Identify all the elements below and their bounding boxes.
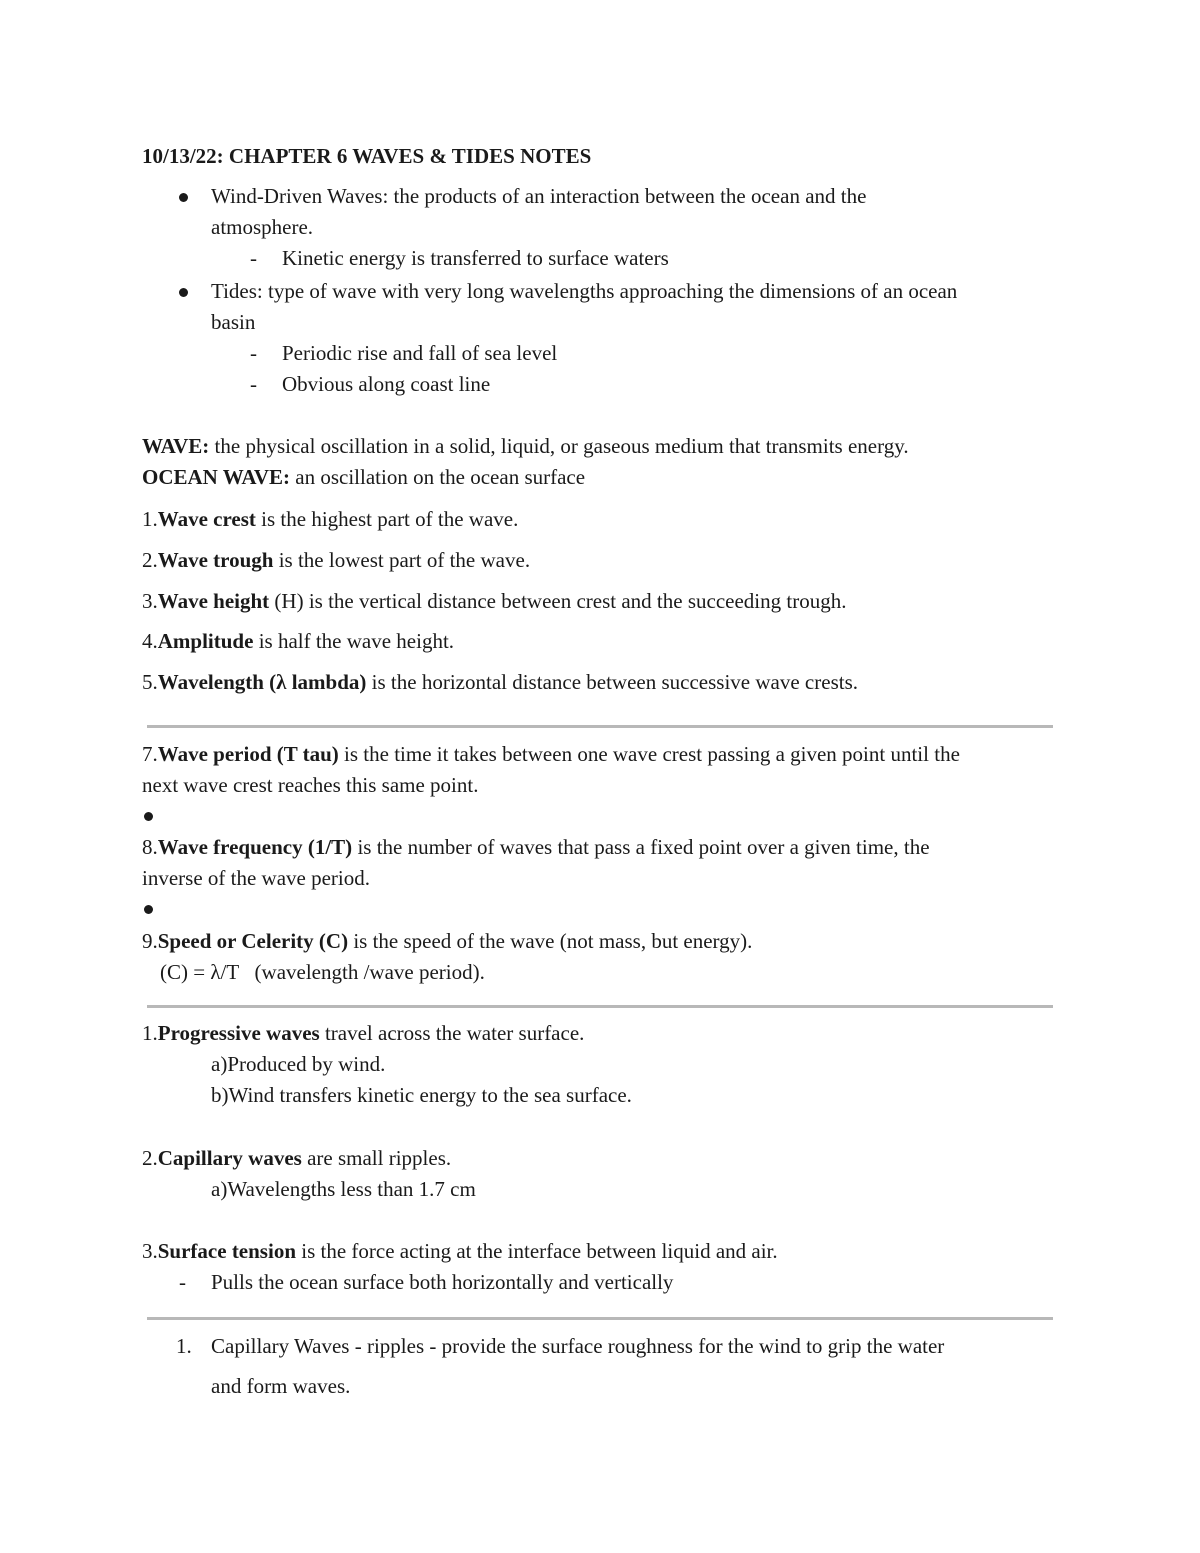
dash-marker: -: [250, 246, 257, 270]
intro-bullet-2-sub-1: Periodic rise and fall of sea level: [282, 341, 558, 365]
final-item-line-1: Capillary Waves - ripples - provide the surface roughness for the wind to grip the water: [211, 1334, 945, 1358]
list-item: 4.Amplitude is half the wave height.: [142, 629, 455, 653]
bullet-icon: [179, 193, 188, 202]
list-item: 1.Wave crest is the highest part of the wave.: [142, 507, 519, 531]
horizontal-divider: [147, 1005, 1053, 1008]
ocean-wave-definition: OCEAN WAVE: an oscillation on the ocean surface: [142, 465, 586, 489]
progressive-waves-sub-b: b)Wind transfers kinetic energy to the sea surface.: [211, 1083, 632, 1107]
dash-marker: -: [179, 1270, 186, 1294]
horizontal-divider: [147, 725, 1053, 728]
surface-tension-sub: Pulls the ocean surface both horizontally and vertically: [211, 1270, 674, 1294]
dash-marker: -: [250, 341, 257, 365]
intro-bullet-1-sub-1: Kinetic energy is transferred to surface waters: [282, 246, 669, 270]
horizontal-divider: [147, 1317, 1053, 1320]
bullet-icon: [144, 905, 153, 914]
progressive-waves-item: 1.Progressive waves travel across the water surface.: [142, 1021, 585, 1045]
intro-bullet-2-sub-2: Obvious along coast line: [282, 372, 491, 396]
list-item: 2.Wave trough is the lowest part of the wave.: [142, 548, 531, 572]
bullet-icon: [144, 812, 153, 821]
intro-bullet-2-line-2: basin: [211, 310, 256, 334]
final-item-line-2: and form waves.: [211, 1374, 351, 1398]
wave-definition: WAVE: the physical oscillation in a solid, liquid, or gaseous medium that transmits energy.: [142, 434, 909, 458]
wave-period-line-2: next wave crest reaches this same point.: [142, 773, 479, 797]
wave-frequency-line-2: inverse of the wave period.: [142, 866, 370, 890]
bullet-icon: [179, 288, 188, 297]
progressive-waves-sub-a: a)Produced by wind.: [211, 1052, 386, 1076]
intro-bullet-1-line-1: Wind-Driven Waves: the products of an interaction between the ocean and the: [211, 184, 867, 208]
capillary-waves-item: 2.Capillary waves are small ripples.: [142, 1146, 452, 1170]
surface-tension-item: 3.Surface tension is the force acting at the interface between liquid and air.: [142, 1239, 778, 1263]
celerity-formula: (C) = λ/T (wavelength /wave period).: [160, 960, 485, 984]
intro-bullet-1-line-2: atmosphere.: [211, 215, 314, 239]
capillary-waves-sub-a: a)Wavelengths less than 1.7 cm: [211, 1177, 476, 1201]
list-item: 3.Wave height (H) is the vertical distance between crest and the succeeding trough.: [142, 589, 847, 613]
list-item: 5.Wavelength (λ lambda) is the horizontal distance between successive wave crests.: [142, 670, 858, 694]
dash-marker: -: [250, 372, 257, 396]
wave-period-item: 7.Wave period (T tau) is the time it takes between one wave crest passing a given point until the: [142, 742, 960, 766]
final-item-number: 1.: [176, 1334, 192, 1358]
intro-bullet-2-line-1: Tides: type of wave with very long wavelengths approaching the dimensions of an ocean: [211, 279, 958, 303]
wave-frequency-item: 8.Wave frequency (1/T) is the number of waves that pass a fixed point over a given time, the: [142, 835, 930, 859]
page-title: 10/13/22: CHAPTER 6 WAVES & TIDES NOTES: [142, 144, 592, 168]
speed-item: 9.Speed or Celerity (C) is the speed of the wave (not mass, but energy).: [142, 929, 753, 953]
